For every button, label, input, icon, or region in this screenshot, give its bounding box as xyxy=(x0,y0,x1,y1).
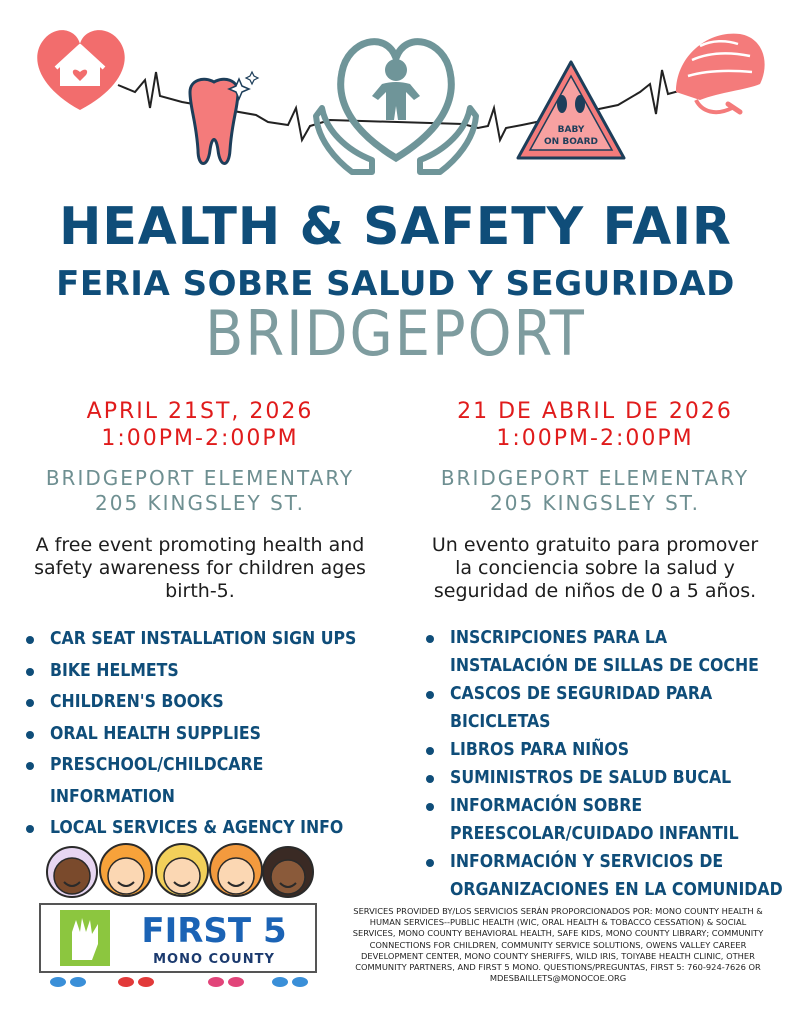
first5-kids-logo xyxy=(36,832,326,992)
list-item: BIKE HELMETS xyxy=(26,656,386,688)
house-heart-icon xyxy=(37,30,124,110)
bullet-icon xyxy=(426,747,434,755)
banner-illustration xyxy=(0,0,791,195)
list-item: LOCAL SERVICES & AGENCY INFO xyxy=(26,813,386,845)
bullet-icon xyxy=(426,691,434,699)
list-item: INSCRIPCIONES PARA LA INSTALACIÓN DE SILLAS DE COCHE xyxy=(426,624,786,680)
svg-text:ON BOARD: ON BOARD xyxy=(544,137,598,147)
offerings-list xyxy=(26,624,386,845)
logo-region: MONO COUNTY xyxy=(153,952,275,967)
list-item: INFORMACIÓN SOBRE PREESCOLAR/CUIDADO INFANTIL xyxy=(426,792,786,848)
list-item: INFORMACIÓN Y SERVICIOS DE ORGANIZACIONES EN LA COMUNIDAD xyxy=(426,848,786,904)
offerings-list-spanish xyxy=(426,624,786,904)
list-item: PRESCHOOL/CHILDCARE INFORMATION xyxy=(26,750,386,813)
tooth-icon xyxy=(190,72,258,164)
venue-name: BRIDGEPORT ELEMENTARY xyxy=(45,466,355,490)
list-item: CAR SEAT INSTALLATION SIGN UPS xyxy=(26,624,386,656)
venue-address: 205 KINGSLEY ST. xyxy=(95,491,305,515)
bullet-icon xyxy=(426,775,434,783)
svg-text:BABY: BABY xyxy=(557,125,585,135)
hands-heart-child-icon xyxy=(316,42,476,172)
children-illustration xyxy=(47,844,313,897)
list-item: CHILDREN'S BOOKS xyxy=(26,687,386,719)
bike-helmet-icon xyxy=(676,34,765,113)
spanish-details xyxy=(405,398,785,603)
kids-feet xyxy=(50,977,308,987)
venue-name-spanish: BRIDGEPORT ELEMENTARY xyxy=(440,466,750,490)
event-location-town: BRIDGEPORT xyxy=(205,297,586,370)
event-description: A free event promoting health and safety awareness for children ages birth-5. xyxy=(34,534,366,602)
list-item: CASCOS DE SEGURIDAD PARA BICICLETAS xyxy=(426,680,786,736)
event-title-spanish: FERIA SOBRE SALUD Y SEGURIDAD xyxy=(56,264,735,304)
event-date: APRIL 21ST, 2026 xyxy=(86,399,314,424)
hand-icon xyxy=(60,910,110,966)
bullet-icon xyxy=(426,859,434,867)
event-date-spanish: 21 DE ABRIL DE 2026 xyxy=(457,399,733,424)
bullet-icon xyxy=(26,668,34,676)
logo-name: FIRST 5 xyxy=(141,911,287,951)
bullet-icon xyxy=(26,699,34,707)
list-item: ORAL HEALTH SUPPLIES xyxy=(26,719,386,751)
bullet-icon xyxy=(426,803,434,811)
service-providers-credits: SERVICES PROVIDED BY/LOS SERVICIOS SERÁN PROPORCIONADOS POR: MONO COUNTY HEALTH & HUMAN SERVICES--PUBLIC HEALTH (WIC, ORAL HEALTH & TOBACCO CESSATION) & SOCIAL SERVICES, MONO COUNTY BEHAVIORAL HEALTH, SAFE KIDS, MONO COUNTY LIBRARY; COMMUNITY CONNECTIONS FOR CHILDREN, COMMUNITY SERVICE SOLUTIONS, OWENS VALLEY CAREER DEVELOPMENT CENTER, MONO COUNTY SHERIFFS, WILD IRIS, TOIYABE HEALTH CLINIC, OTHER COMMUNITY PARTNERS, AND FIRST 5 MONO. QUESTIONS/PREGUNTAS, FIRST 5: 760-924-7626 OR MDESBAILLETS@MONOCOE.ORG xyxy=(352,906,764,984)
event-time: 1:00PM-2:00PM xyxy=(101,426,299,451)
bullet-icon xyxy=(26,825,34,833)
bullet-icon xyxy=(426,635,434,643)
venue-address-spanish: 205 KINGSLEY ST. xyxy=(490,491,700,515)
baby-on-board-sign-icon xyxy=(518,62,624,158)
event-description-spanish: Un evento gratuito para promover la conciencia sobre la salud y seguridad de niños de 0 a 5 años. xyxy=(431,534,759,602)
event-time-spanish: 1:00PM-2:00PM xyxy=(496,426,694,451)
english-details xyxy=(10,398,390,603)
bullet-icon xyxy=(26,636,34,644)
list-item: LIBROS PARA NIÑOS xyxy=(426,736,786,764)
bullet-icon xyxy=(26,731,34,739)
event-title: HEALTH & SAFETY FAIR xyxy=(59,197,732,257)
bullet-icon xyxy=(26,762,34,770)
list-item: SUMINISTROS DE SALUD BUCAL xyxy=(426,764,786,792)
